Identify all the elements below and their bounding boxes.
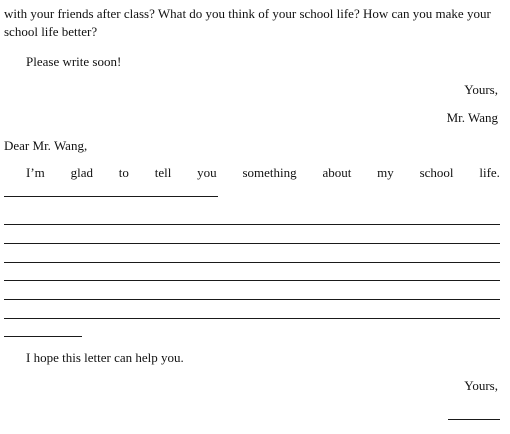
signature-blank[interactable] bbox=[448, 419, 500, 420]
letter-line-2: school life better? bbox=[4, 24, 98, 39]
opening-word: school bbox=[419, 165, 454, 180]
writing-blank-line[interactable] bbox=[4, 224, 500, 225]
writing-blank-end[interactable] bbox=[4, 336, 82, 337]
reply-opening-sentence bbox=[26, 165, 500, 181]
closing-request: Please write soon! bbox=[26, 54, 122, 69]
reply-closing-line: I hope this letter can help you. bbox=[26, 350, 184, 365]
opening-word: life. bbox=[479, 165, 500, 180]
reply-signoff: Yours, bbox=[464, 378, 498, 393]
writing-blank-line[interactable] bbox=[4, 318, 500, 319]
writing-blank-line[interactable] bbox=[4, 262, 500, 263]
writing-blank-short[interactable] bbox=[4, 196, 218, 197]
letter-line-1: with your friends after class? What do you think of your school life? How can you make your bbox=[4, 6, 491, 21]
opening-word: glad bbox=[70, 165, 93, 180]
opening-word: I’m bbox=[26, 165, 45, 180]
teacher-signoff: Yours, bbox=[464, 82, 498, 97]
teacher-signature: Mr. Wang bbox=[446, 110, 498, 125]
opening-word: something bbox=[242, 165, 297, 180]
writing-blank-line[interactable] bbox=[4, 280, 500, 281]
opening-word: tell bbox=[154, 165, 172, 180]
opening-word: you bbox=[197, 165, 217, 180]
reply-salutation: Dear Mr. Wang, bbox=[4, 138, 88, 153]
opening-word: about bbox=[322, 165, 352, 180]
writing-blank-line[interactable] bbox=[4, 243, 500, 244]
writing-blank-line[interactable] bbox=[4, 299, 500, 300]
opening-word: to bbox=[118, 165, 129, 180]
opening-word: my bbox=[377, 165, 394, 180]
